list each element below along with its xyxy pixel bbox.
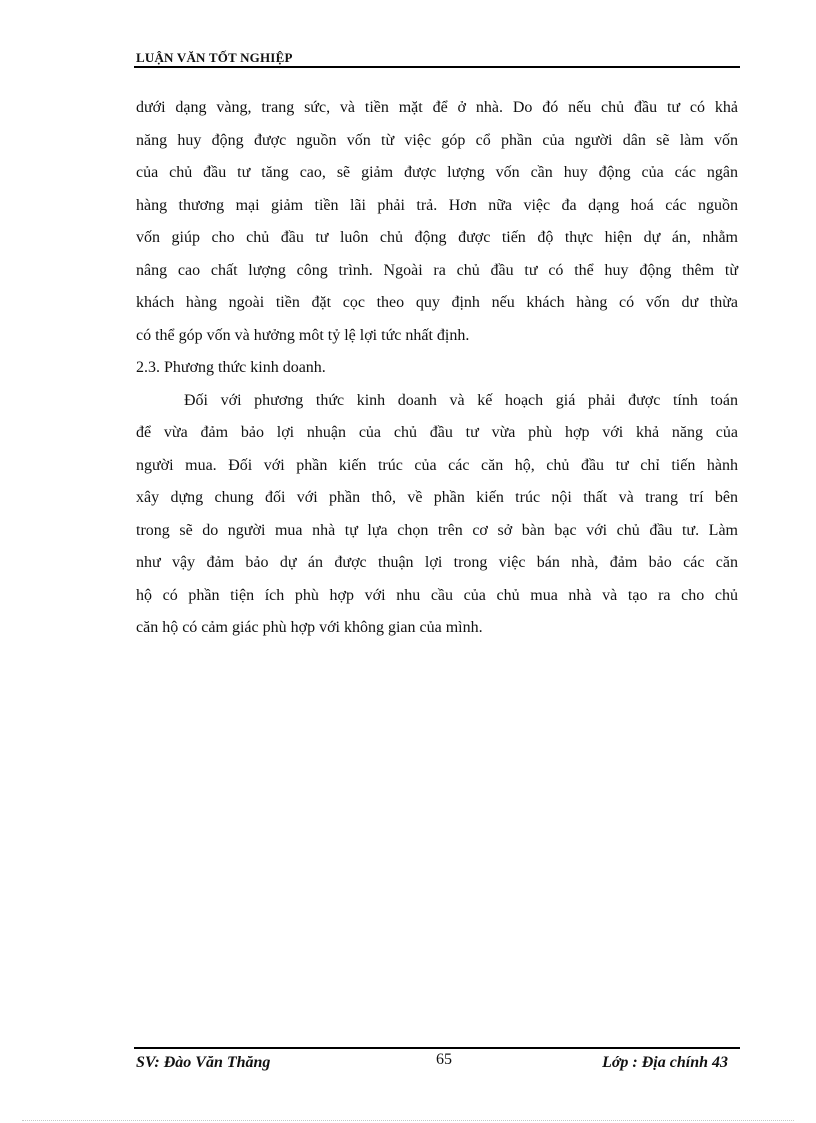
paragraph-line: khách hàng ngoài tiền đặt cọc theo quy định nếu khách hàng có vốn dư thừa <box>136 294 738 311</box>
running-header: LUẬN VĂN TỐT NGHIỆP <box>136 50 293 65</box>
footer-divider <box>134 1047 740 1049</box>
paragraph-line: người mua. Đối với phần kiến trúc của các căn hộ, chủ đầu tư chỉ tiến hành <box>136 456 738 474</box>
paragraph-line: trong sẽ do người mua nhà tự lựa chọn trên cơ sở bàn bạc với chủ đầu tư. Làm <box>136 521 738 539</box>
page-body <box>136 92 738 645</box>
paragraph-line: vốn giúp cho chủ đầu tư luôn chủ động được tiến độ thực hiện dự án, nhằm <box>136 229 738 246</box>
paragraph-line: nâng cao chất lượng công trình. Ngoài ra chủ đầu tư có thể huy động thêm từ <box>136 261 738 279</box>
paragraph-line: có thể góp vốn và hưởng môt tỷ lệ lợi tức nhất định. <box>136 326 470 344</box>
paragraph-line: năng huy động được nguồn vốn từ việc góp cổ phần của người dân sẽ làm vốn <box>136 131 738 149</box>
page-number: 65 <box>436 1051 452 1068</box>
paragraph-line: của chủ đầu tư tăng cao, sẽ giảm được lượng vốn cần huy động của các ngân <box>136 164 738 181</box>
paragraph-line: dưới dạng vàng, trang sức, và tiền mặt để ở nhà. Do đó nếu chủ đầu tư có khả <box>136 99 738 116</box>
paragraph-line: Đối với phương thức kinh doanh và kế hoạch giá phải được tính toán <box>184 391 738 409</box>
footer-class: Lớp : Địa chính 43 <box>602 1054 728 1071</box>
paragraph-line: căn hộ có cảm giác phù hợp với không gian của mình. <box>136 619 483 636</box>
paragraph-line: xây dựng chung đối với phần thô, về phần kiến trúc nội thất và trang trí bên <box>136 489 738 506</box>
footer-author: SV: Đào Văn Thăng <box>136 1054 271 1071</box>
paragraph-line: hộ có phần tiện ích phù hợp với nhu cầu của chủ mua nhà và tạo ra cho chủ <box>136 586 738 604</box>
page-edge-dots <box>22 1120 794 1121</box>
section-heading: 2.3. Phương thức kinh doanh. <box>136 359 326 376</box>
paragraph-line: để vừa đảm bảo lợi nhuận của chủ đầu tư vừa phù hợp với khả năng của <box>136 424 738 441</box>
paragraph-line: như vậy đảm bảo dự án được thuận lợi trong việc bán nhà, đảm bảo các căn <box>136 554 738 571</box>
header-divider <box>134 66 740 68</box>
paragraph-line: hàng thương mại giảm tiền lãi phải trả. Hơn nữa việc đa dạng hoá các nguồn <box>136 196 738 214</box>
